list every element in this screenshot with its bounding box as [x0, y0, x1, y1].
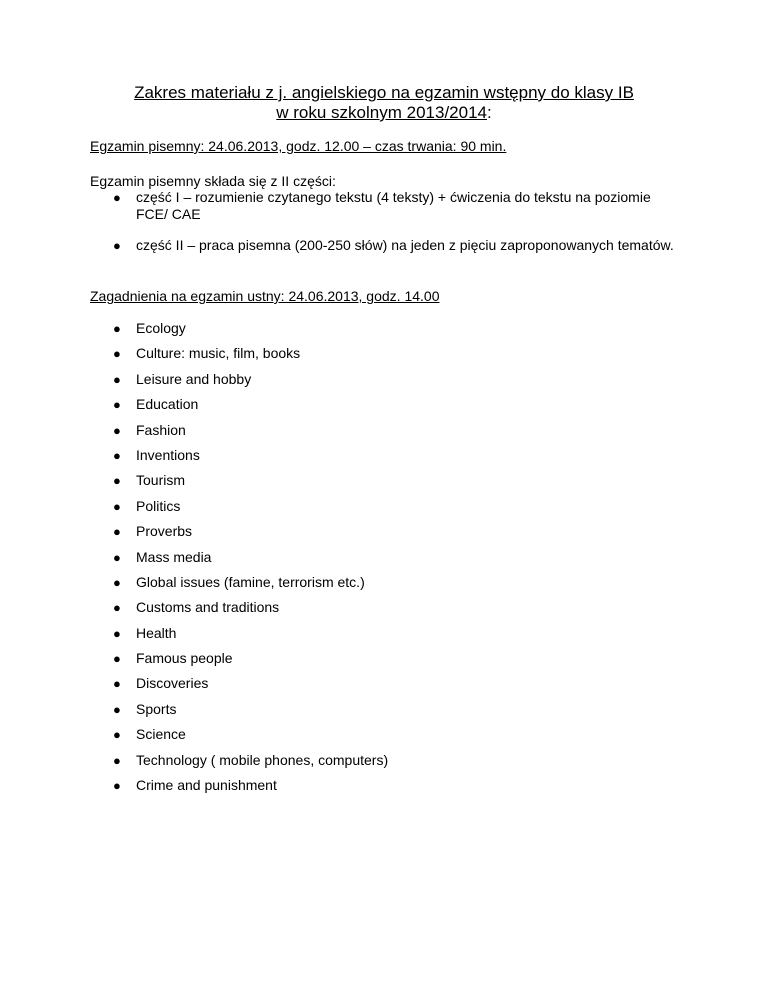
topic-text: Proverbs	[136, 523, 193, 540]
topic-text: Famous people	[136, 650, 233, 667]
topic-text: Tourism	[136, 472, 186, 489]
bullet-icon: ●	[113, 238, 121, 253]
topic-text: Culture: music, film, books	[136, 345, 301, 362]
topic-text: Health	[136, 624, 177, 641]
bullet-icon: ●	[113, 752, 121, 768]
bullet-icon: ●	[113, 473, 121, 489]
list-item	[90, 472, 388, 497]
list-item	[90, 422, 388, 447]
list-item	[90, 237, 680, 254]
list-item	[90, 726, 388, 751]
bullet-icon: ●	[113, 574, 121, 590]
bullet-icon: ●	[113, 346, 121, 362]
bullet-icon: ●	[113, 651, 121, 667]
written-exam-parts-list	[90, 189, 680, 254]
bullet-icon: ●	[113, 498, 121, 514]
topic-text: Discoveries	[136, 675, 209, 692]
bullet-icon: ●	[113, 778, 121, 794]
title-line-2-text: w roku szkolnym 2013/2014	[276, 103, 487, 122]
list-item	[90, 675, 388, 700]
topic-text: Science	[136, 726, 186, 743]
document-title	[0, 83, 768, 123]
written-part-text: część I – rozumienie czytanego tekstu (4 teksty) + ćwiczenia do tekstu na poziomie FCE/ CAE	[136, 189, 651, 222]
bullet-icon: ●	[113, 600, 121, 616]
written-exam-heading: Egzamin pisemny: 24.06.2013, godz. 12.00 – czas trwania: 90 min.	[90, 138, 507, 154]
list-item	[90, 625, 388, 650]
topic-text: Global issues (famine, terrorism etc.)	[136, 573, 365, 590]
bullet-icon: ●	[113, 524, 121, 540]
bullet-icon: ●	[113, 190, 121, 205]
topic-text: Mass media	[136, 548, 212, 565]
bullet-icon: ●	[113, 549, 121, 565]
list-item	[90, 599, 388, 624]
topic-text: Technology ( mobile phones, computers)	[136, 751, 389, 768]
topic-text: Education	[136, 396, 199, 413]
list-item	[90, 320, 388, 345]
list-item	[90, 650, 388, 675]
title-line-2	[0, 103, 768, 123]
topic-text: Politics	[136, 497, 181, 514]
bullet-icon: ●	[113, 676, 121, 692]
list-item	[90, 701, 388, 726]
bullet-icon: ●	[113, 397, 121, 413]
topic-text: Inventions	[136, 446, 200, 463]
bullet-icon: ●	[113, 447, 121, 463]
title-line-2-suffix: :	[487, 103, 492, 122]
bullet-icon: ●	[113, 321, 121, 336]
list-item	[90, 396, 388, 421]
topic-text: Fashion	[136, 421, 186, 438]
oral-topics-list	[90, 320, 388, 802]
list-item	[90, 574, 388, 599]
list-item	[90, 189, 680, 223]
topic-text: Ecology	[136, 320, 186, 336]
list-item	[90, 549, 388, 574]
topic-text: Sports	[136, 700, 177, 717]
written-exam-intro: Egzamin pisemny składa się z II części:	[90, 173, 336, 189]
written-part-text: część II – praca pisemna (200-250 słów) na jeden z pięciu zaproponowanych tematów.	[136, 237, 674, 253]
bullet-icon: ●	[113, 422, 121, 438]
list-item	[90, 523, 388, 548]
list-item	[90, 777, 388, 802]
bullet-icon: ●	[113, 625, 121, 641]
title-line-1: Zakres materiału z j. angielskiego na egzamin wstępny do klasy IB	[134, 83, 634, 102]
topic-text: Customs and traditions	[136, 599, 280, 616]
list-item	[90, 345, 388, 370]
topic-text: Leisure and hobby	[136, 370, 252, 387]
list-item	[90, 371, 388, 396]
bullet-icon: ●	[113, 727, 121, 743]
bullet-icon: ●	[113, 371, 121, 387]
list-item	[90, 447, 388, 472]
topic-text: Crime and punishment	[136, 777, 277, 794]
list-item	[90, 498, 388, 523]
oral-exam-heading: Zagadnienia na egzamin ustny: 24.06.2013, godz. 14.00	[90, 288, 440, 304]
list-item	[90, 752, 388, 777]
bullet-icon: ●	[113, 701, 121, 717]
